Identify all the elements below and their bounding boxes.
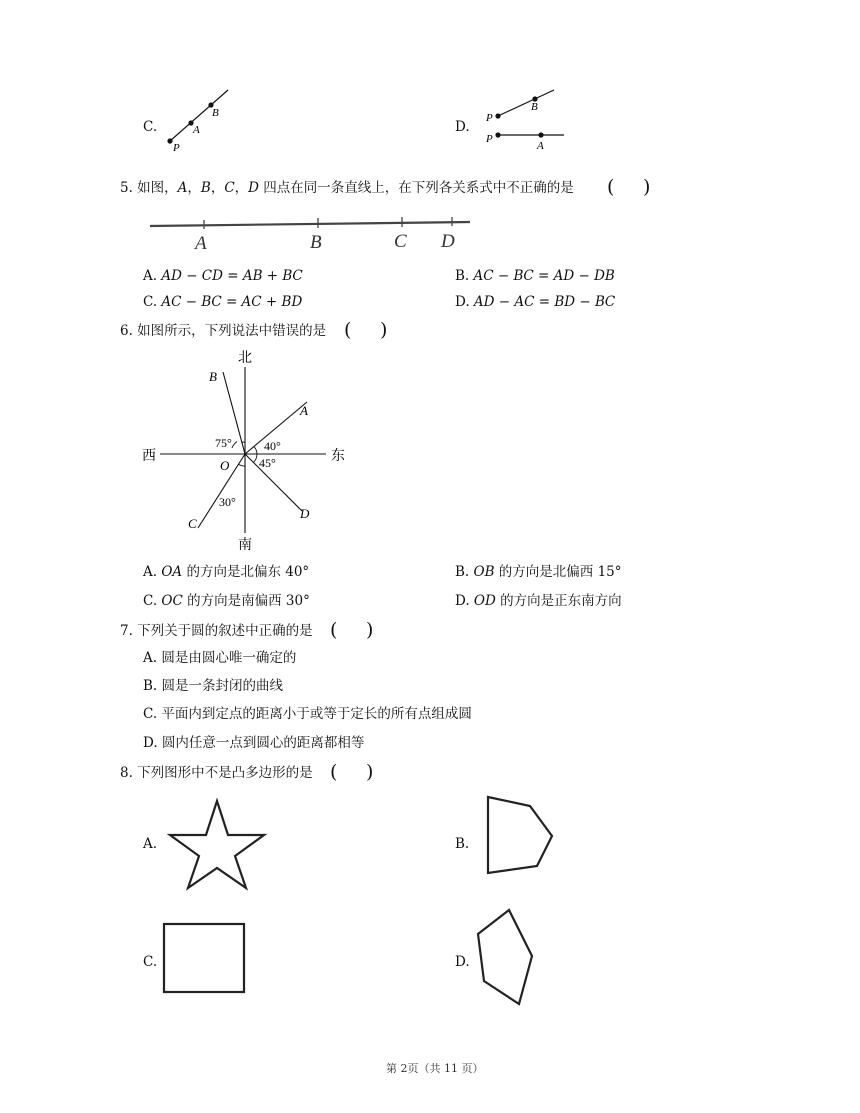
q5-point-a: A	[195, 233, 207, 254]
q4c-point-p: P	[173, 142, 180, 154]
q5-option-d: D. 𝐴𝐷 − 𝐴𝐶 = 𝐵𝐷 − 𝐵𝐶	[455, 294, 616, 310]
q6-angle-75: 75°	[215, 436, 232, 450]
q5-option-a: A. 𝐴𝐷 − 𝐶𝐷 = 𝐴𝐵 + 𝐵𝐶	[143, 268, 303, 284]
q4-figure-c	[160, 85, 240, 155]
q4c-point-a: A	[193, 124, 200, 136]
q5-answer-paren-close: )	[643, 176, 651, 198]
q7-option-c: C. 平面内到定点的距离小于或等于定长的所有点组成圆	[143, 706, 472, 722]
q4c-point-b: B	[212, 107, 219, 119]
q8-hexagon-figure	[474, 906, 540, 1010]
q4d-point-p2: P	[486, 133, 493, 145]
q6-answer-paren-close: )	[380, 319, 388, 341]
q5-stem: 5. 如图，𝐴，𝐵，𝐶，𝐷 四点在同一条直线上，在下列各关系式中不正确的是	[120, 180, 574, 196]
q6-angle-45: 45°	[259, 456, 276, 470]
q7-option-a: A. 圆是由圆心唯一确定的	[143, 650, 297, 666]
q8-answer-paren-open: (	[330, 761, 338, 783]
q6-answer-paren-open: (	[344, 319, 352, 341]
q8-rectangle-figure	[162, 922, 248, 996]
q6-south-label: 南	[238, 538, 252, 553]
q6-option-b: B. 𝑂𝐵 的方向是北偏西 15°	[455, 564, 622, 580]
q6-option-d: D. 𝑂𝐷 的方向是正东南方向	[455, 593, 622, 609]
q6-point-c: C	[188, 516, 197, 531]
q4-option-c-label: C.	[143, 119, 158, 135]
q8-option-d-label: D.	[455, 954, 470, 970]
q5-option-b: B. 𝐴𝐶 − 𝐵𝐶 = 𝐴𝐷 − 𝐷𝐵	[455, 268, 615, 284]
q8-stem: 8. 下列图形中不是凸多边形的是	[120, 765, 313, 781]
q7-answer-paren-close: )	[366, 619, 374, 641]
q8-answer-paren-close: )	[366, 761, 374, 783]
q8-option-a-label: A.	[143, 836, 158, 852]
q5-point-c: C	[394, 231, 407, 252]
q5-option-c: C. 𝐴𝐶 − 𝐵𝐶 = 𝐴𝐶 + 𝐵𝐷	[143, 294, 303, 310]
q8-option-b-label: B.	[455, 836, 470, 852]
q7-stem: 7. 下列关于圆的叙述中正确的是	[120, 623, 313, 639]
q6-north-label: 北	[238, 351, 252, 366]
q7-option-b: B. 圆是一条封闭的曲线	[143, 678, 284, 694]
q5-answer-paren-open: (	[607, 176, 615, 198]
page-number-footer: 第 2页（共 11 页）	[386, 1062, 484, 1075]
q6-option-a: A. 𝑂𝐴 的方向是北偏东 40°	[143, 564, 310, 580]
q8-option-c-label: C.	[143, 954, 158, 970]
q8-star-figure	[166, 798, 270, 890]
q4-figure-d	[484, 86, 574, 156]
q4d-point-p1: P	[486, 112, 493, 124]
q6-compass-figure	[140, 345, 360, 555]
q6-option-c: C. 𝑂𝐶 的方向是南偏西 30°	[143, 593, 310, 609]
q6-angle-40: 40°	[264, 439, 281, 453]
q4-option-d-label: D.	[455, 119, 470, 135]
q6-stem: 6. 如图所示，下列说法中错误的是	[120, 323, 327, 339]
q7-option-d: D. 圆内任意一点到圆心的距离都相等	[143, 735, 365, 751]
q4d-point-a: A	[537, 140, 544, 152]
q6-point-b: B	[209, 369, 217, 384]
q6-east-label: 东	[331, 449, 345, 464]
q7-answer-paren-open: (	[330, 619, 338, 641]
q6-west-label: 西	[142, 449, 156, 464]
q6-angle-30: 30°	[219, 495, 236, 509]
q8-pentagon-figure	[484, 794, 574, 879]
q6-point-a: A	[300, 403, 308, 418]
q5-point-d: D	[441, 231, 455, 252]
q6-point-o: O	[220, 458, 230, 473]
q5-line-figure	[148, 214, 478, 254]
q5-point-b: B	[310, 232, 322, 253]
q6-point-d: D	[300, 506, 310, 521]
q4d-point-b: B	[531, 101, 538, 113]
